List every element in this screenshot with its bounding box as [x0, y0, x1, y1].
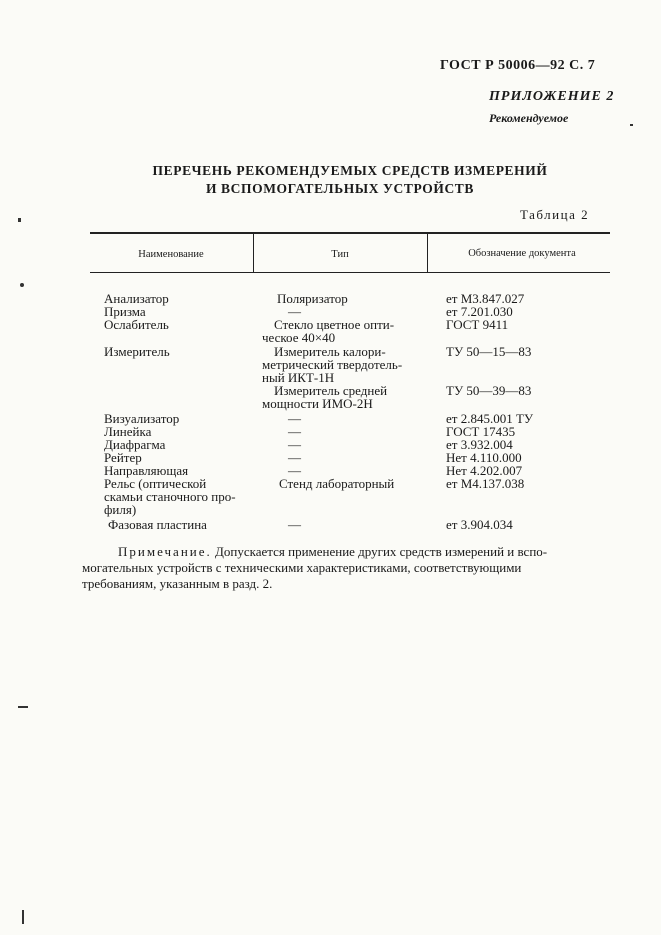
cell-name: Визуализатор: [104, 411, 180, 426]
appendix-title: ПРИЛОЖЕНИЕ 2: [489, 89, 615, 104]
cell-name: Призма: [104, 304, 146, 319]
cell-document: ет 7.201.030: [446, 304, 513, 319]
cell-type: —: [288, 411, 301, 426]
table-note: [82, 544, 614, 592]
cell-document: ет М4.137.038: [446, 476, 525, 491]
cell-name: Направляющая: [104, 463, 189, 478]
cell-document: ет М3.847.027: [446, 291, 525, 306]
cell-document: ТУ 50—15—83: [446, 344, 532, 359]
cell-name: Анализатор: [104, 291, 169, 306]
cell-type: мощности ИМО-2Н: [262, 396, 373, 411]
cell-type: —: [288, 517, 301, 532]
note-line-1: [94, 544, 614, 560]
column-header-name: Наименование: [138, 249, 204, 260]
note-line-2: могательных устройств с техническими характеристиками, соответствующими: [82, 560, 522, 575]
cell-type: метрический твердотель-: [262, 357, 403, 372]
cell-document: ГОСТ 9411: [446, 317, 509, 332]
scan-mark: [630, 124, 633, 126]
table-column-divider-2: [427, 233, 428, 273]
cell-type: ный ИКТ-1Н: [262, 370, 335, 385]
cell-name: Рейтер: [104, 450, 142, 465]
cell-name: Фазовая пластина: [108, 517, 207, 532]
table-top-rule: [90, 232, 610, 234]
scan-mark: [18, 706, 28, 708]
column-header-type: Тип: [331, 249, 349, 260]
cell-type: —: [288, 424, 301, 439]
note-label: Примечание.: [118, 544, 212, 559]
cell-type: —: [288, 463, 301, 478]
cell-name: филя): [104, 502, 137, 517]
page-title-line-1: ПЕРЕЧЕНЬ РЕКОМЕНДУЕМЫХ СРЕДСТВ ИЗМЕРЕНИЙ: [152, 163, 548, 178]
cell-type: —: [288, 304, 301, 319]
cell-document: Нет 4.202.007: [446, 463, 523, 478]
cell-name: скамьи станочного про-: [104, 489, 236, 504]
cell-type: Поляризатор: [277, 291, 348, 306]
cell-name: Измеритель: [104, 344, 170, 359]
cell-type: —: [288, 437, 301, 452]
cell-name: Рельс (оптической: [104, 476, 207, 491]
note-text: Допускается применение других средств измерений и вспо-: [215, 544, 548, 559]
cell-type: Стенд лабораторный: [279, 476, 395, 491]
table-column-divider-1: [253, 233, 254, 273]
scan-mark: [22, 910, 24, 924]
cell-type: —: [288, 450, 301, 465]
cell-type: ческое 40×40: [262, 330, 336, 345]
cell-document: ТУ 50—39—83: [446, 383, 532, 398]
table-header-rule: [90, 272, 610, 273]
cell-name: Ослабитель: [104, 317, 169, 332]
cell-type: Измеритель средней: [274, 383, 388, 398]
appendix-status: Рекомендуемое: [489, 111, 569, 125]
note-line-3: требованиям, указанным в разд. 2.: [82, 576, 273, 591]
cell-document: ГОСТ 17435: [446, 424, 516, 439]
cell-document: ет 3.904.034: [446, 517, 513, 532]
cell-document: Нет 4.110.000: [446, 450, 522, 465]
table-label: Таблица 2: [520, 207, 590, 222]
column-header-document: Обозначение документа: [468, 248, 576, 259]
document-code: ГОСТ Р 50006—92 С. 7: [440, 58, 596, 73]
cell-document: ет 3.932.004: [446, 437, 513, 452]
cell-name: Линейка: [104, 424, 152, 439]
cell-type: Стекло цветное опти-: [274, 317, 395, 332]
page-title-line-2: И ВСПОМОГАТЕЛЬНЫХ УСТРОЙСТВ: [205, 181, 475, 196]
cell-document: ет 2.845.001 ТУ: [446, 411, 534, 426]
cell-type: Измеритель калори-: [274, 344, 386, 359]
scan-mark: [20, 283, 24, 287]
cell-name: Диафрагма: [104, 437, 166, 452]
scan-mark: [18, 218, 21, 222]
